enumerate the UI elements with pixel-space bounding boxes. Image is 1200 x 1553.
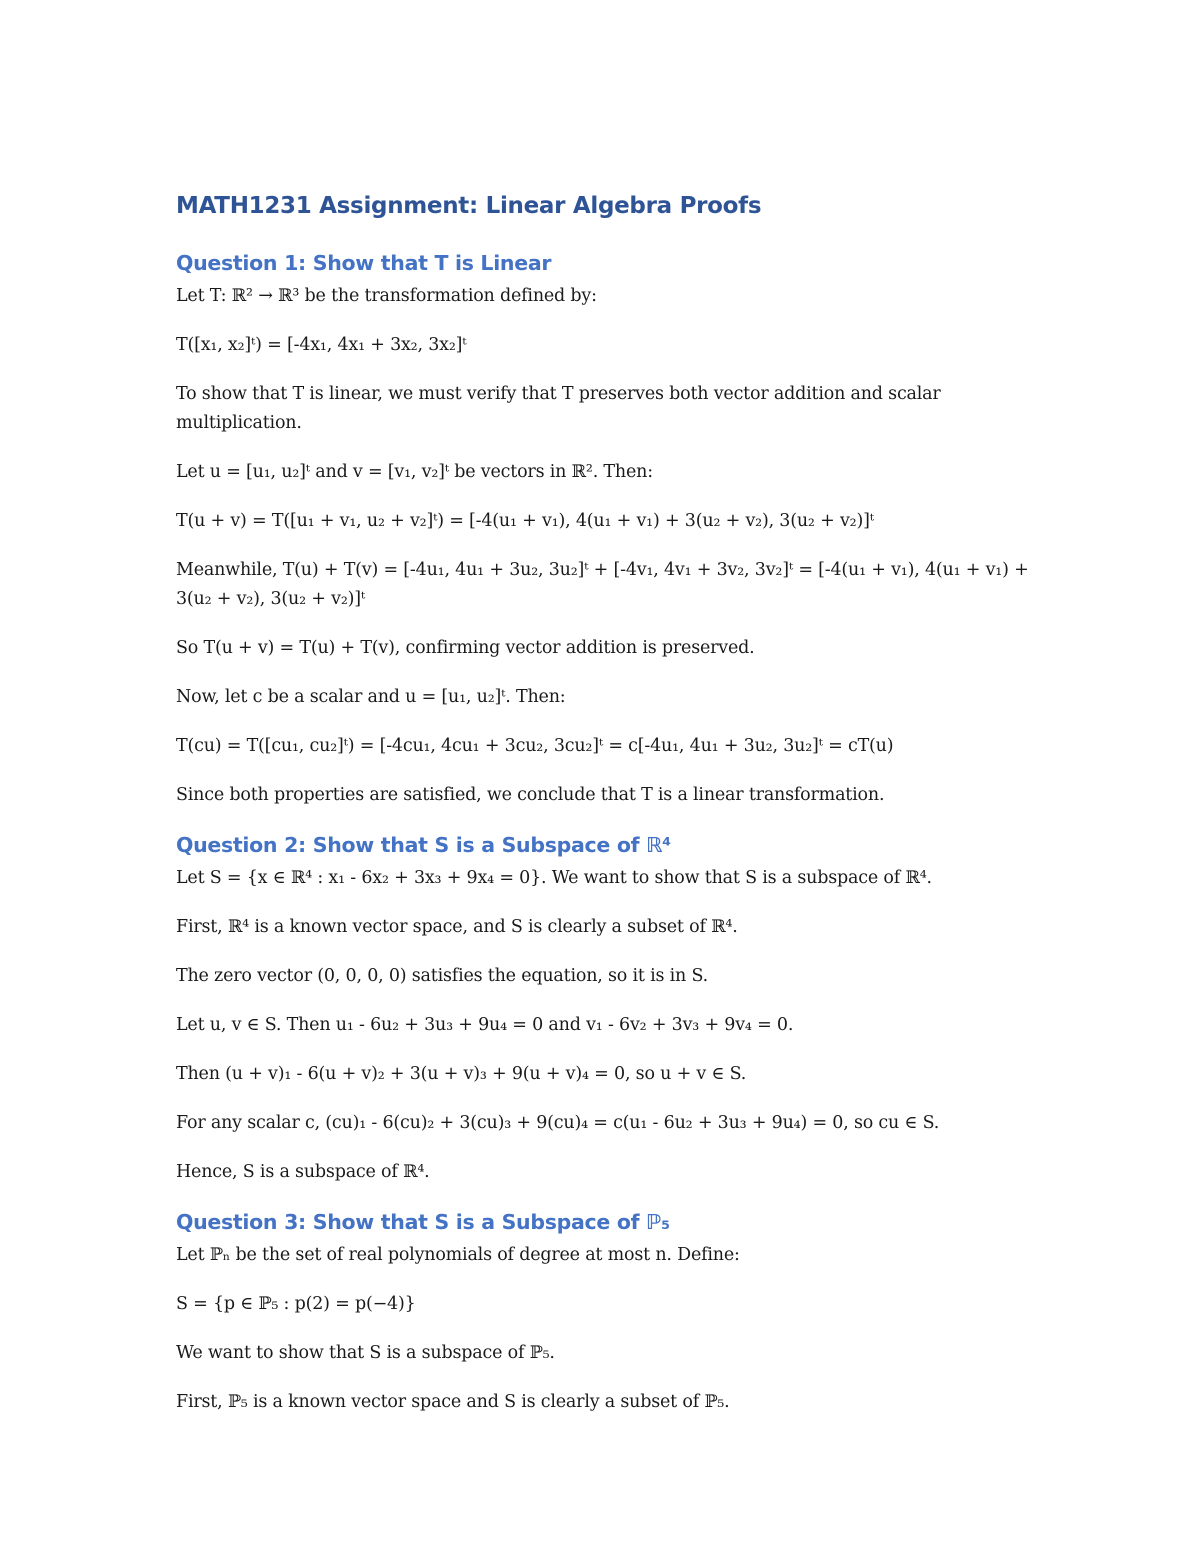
paragraph: First, ℙ₅ is a known vector space and S is clearly a subset of ℙ₅.: [176, 1392, 730, 1412]
equation: S = {p ∈ ℙ₅ : p(2) = p(−4)}: [176, 1294, 416, 1314]
equation: T(cu) = T([cu₁, cu₂]ᵗ) = [-4cu₁, 4cu₁ + 3cu₂, 3cu₂]ᵗ = c[-4u₁, 4u₁ + 3u₂, 3u₂]ᵗ = cT(u): [176, 736, 894, 756]
document-body: [176, 190, 1036, 1437]
paragraph: First, ℝ⁴ is a known vector space, and S is clearly a subset of ℝ⁴.: [176, 917, 738, 937]
equation: T(u + v) = T([u₁ + v₁, u₂ + v₂]ᵗ) = [-4(u₁ + v₁), 4(u₁ + v₁) + 3(u₂ + v₂), 3(u₂ + v₂)]ᵗ: [176, 511, 874, 531]
paragraph: Meanwhile, T(u) + T(v) = [-4u₁, 4u₁ + 3u₂, 3u₂]ᵗ + [-4v₁, 4v₁ + 3v₂, 3v₂]ᵗ = [-4(u₁ + v₁), 4(u₁ + v₁) + 3(u₂ + v₂), 3(u₂ + v₂)]ᵗ: [176, 560, 1029, 609]
question-3-section: [176, 1207, 1036, 1417]
paragraph: Then (u + v)₁ - 6(u + v)₂ + 3(u + v)₃ + 9(u + v)₄ = 0, so u + v ∈ S.: [176, 1064, 747, 1084]
question-2-heading: Question 2: Show that S is a Subspace of ℝ⁴: [176, 833, 671, 857]
question-1-heading: Question 1: Show that T is Linear: [176, 251, 552, 275]
paragraph: Hence, S is a subspace of ℝ⁴.: [176, 1162, 430, 1182]
paragraph: Let u = [u₁, u₂]ᵗ and v = [v₁, v₂]ᵗ be vectors in ℝ². Then:: [176, 462, 653, 482]
paragraph: Let T: ℝ² → ℝ³ be the transformation defined by:: [176, 286, 597, 306]
question-2-section: [176, 830, 1036, 1187]
paragraph: Let u, v ∈ S. Then u₁ - 6u₂ + 3u₃ + 9u₄ = 0 and v₁ - 6v₂ + 3v₃ + 9v₄ = 0.: [176, 1015, 794, 1035]
document-title: MATH1231 Assignment: Linear Algebra Proofs: [176, 193, 762, 219]
question-3-heading: Question 3: Show that S is a Subspace of ℙ₅: [176, 1210, 670, 1234]
question-1-section: [176, 248, 1036, 810]
equation: T([x₁, x₂]ᵗ) = [-4x₁, 4x₁ + 3x₂, 3x₂]ᵗ: [176, 335, 467, 355]
paragraph: Now, let c be a scalar and u = [u₁, u₂]ᵗ. Then:: [176, 687, 566, 707]
paragraph: To show that T is linear, we must verify that T preserves both vector addition and scalar multiplication.: [176, 384, 941, 433]
paragraph: We want to show that S is a subspace of ℙ₅.: [176, 1343, 555, 1363]
paragraph: Let S = {x ∈ ℝ⁴ : x₁ - 6x₂ + 3x₃ + 9x₄ = 0}. We want to show that S is a subspace of ℝ⁴.: [176, 868, 932, 888]
paragraph: Let ℙₙ be the set of real polynomials of degree at most n. Define:: [176, 1245, 740, 1265]
paragraph: Since both properties are satisfied, we conclude that T is a linear transformation.: [176, 785, 885, 805]
paragraph: For any scalar c, (cu)₁ - 6(cu)₂ + 3(cu)₃ + 9(cu)₄ = c(u₁ - 6u₂ + 3u₃ + 9u₄) = 0, so cu ∈ S.: [176, 1113, 940, 1133]
paragraph: So T(u + v) = T(u) + T(v), confirming vector addition is preserved.: [176, 638, 755, 658]
paragraph: The zero vector (0, 0, 0, 0) satisfies the equation, so it is in S.: [176, 966, 708, 986]
